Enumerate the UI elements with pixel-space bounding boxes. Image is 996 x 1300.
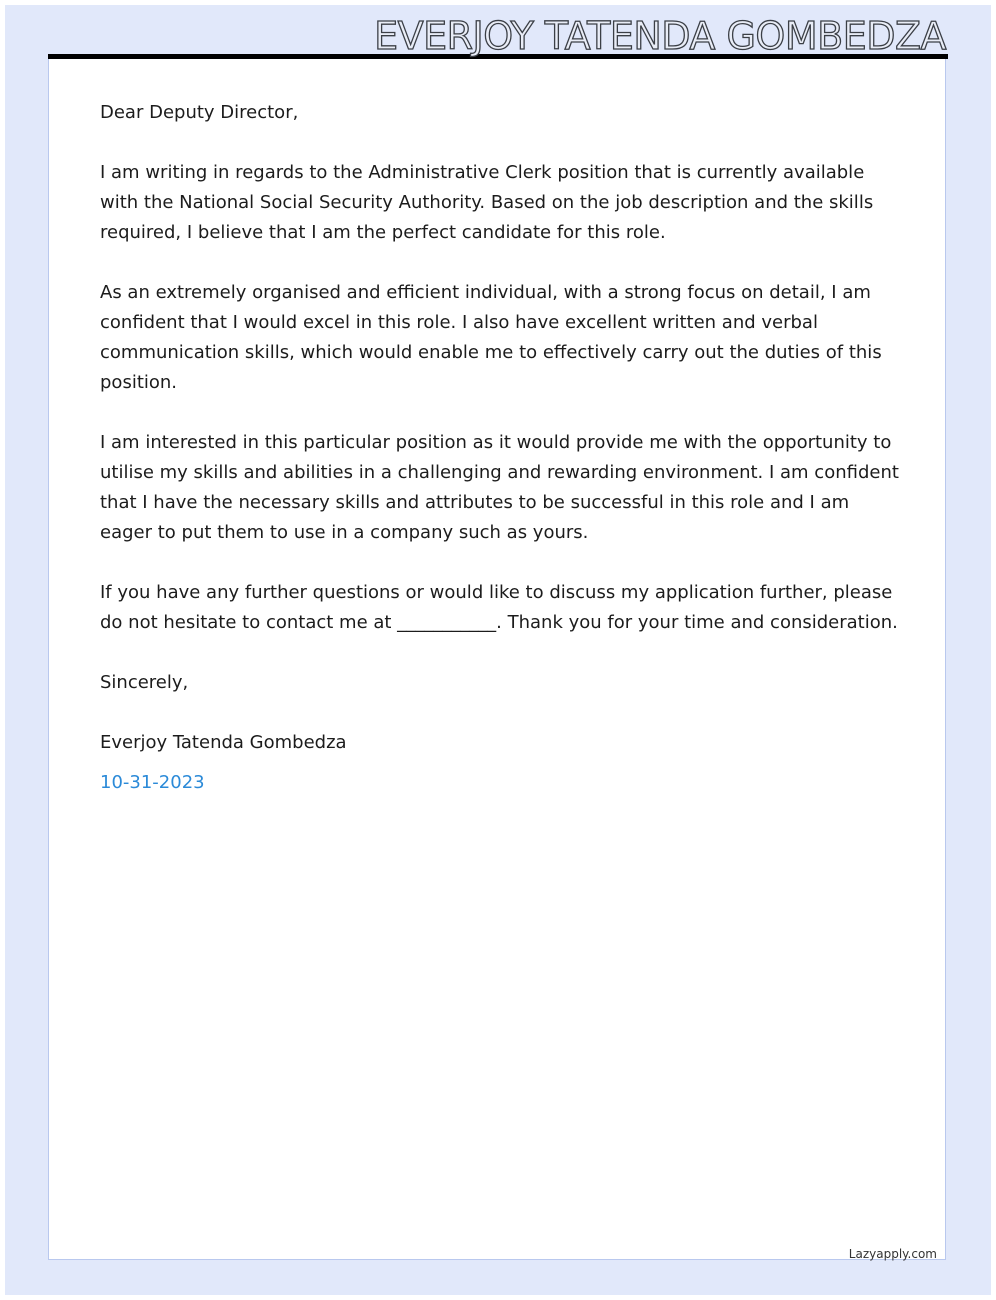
- letter-body: [100, 98, 900, 798]
- signature-name: Everjoy Tatenda Gombedza: [100, 732, 347, 753]
- paragraph-introduction: I am writing in regards to the Administrative Clerk position that is currently available with the National Social Security Authority. Based on the job description and the skills required, I believe that I am the perfect candidate for this role.: [100, 162, 874, 243]
- paragraph-contact: If you have any further questions or would like to discuss my application further, please do not hesitate to contact me at ___________. Thank you for your time and consideration.: [100, 582, 898, 633]
- footer-brand: Lazyapply.com: [848, 1247, 937, 1261]
- applicant-name-heading: EVERJOY TATENDA GOMBEDZA: [374, 14, 946, 58]
- paragraph-qualifications: As an extremely organised and efficient individual, with a strong focus on detail, I am confident that I would excel in this role. I also have excellent written and verbal communication skills, which would enable me to effectively carry out the duties of this position.: [100, 282, 882, 393]
- closing: Sincerely,: [100, 672, 189, 693]
- salutation: Dear Deputy Director,: [100, 102, 299, 123]
- paragraph-motivation: I am interested in this particular position as it would provide me with the opportunity to utilise my skills and abilities in a challenging and rewarding environment. I am confident that I have the necessary skills and attributes to be successful in this role and I am eager to put them to use in a company such as yours.: [100, 432, 899, 543]
- letter-date: 10-31-2023: [100, 772, 205, 793]
